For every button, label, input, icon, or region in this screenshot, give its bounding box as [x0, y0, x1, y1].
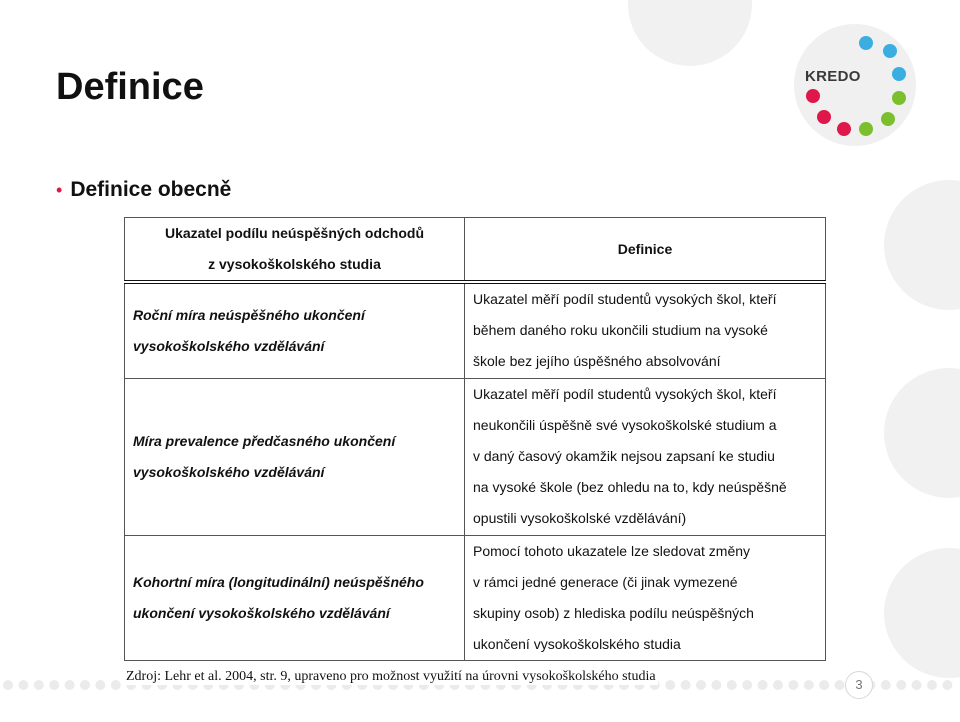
footer-dot — [788, 680, 798, 690]
definition-line: Ukazatel měří podíl studentů vysokých škol, kteří — [473, 385, 777, 402]
header-indicator-line-2: z vysokoškolského studia — [208, 256, 381, 272]
bullet-text: Definice obecně — [70, 178, 232, 201]
logo-dot-green-3 — [859, 122, 873, 136]
footer-dot — [835, 680, 845, 690]
name-line: vysokoškolského vzdělávání — [133, 337, 325, 354]
logo-dot-red-1 — [837, 122, 851, 136]
logo-dot-blue-2 — [883, 44, 897, 58]
footer-dot — [912, 680, 922, 690]
table-row — [125, 535, 826, 661]
slide-title: Definice — [56, 66, 204, 108]
footer-dot — [942, 680, 952, 690]
footer-dot — [95, 680, 105, 690]
name-line: Kohortní míra (longitudinální) neúspěšného — [133, 574, 424, 591]
logo-dot-red-2 — [817, 110, 831, 124]
definition-line: Ukazatel měří podíl studentů vysokých škol, kteří — [473, 291, 777, 307]
footer-dot — [896, 680, 906, 690]
footer-dot — [681, 680, 691, 690]
logo-dot-blue-1 — [859, 36, 873, 50]
header-definition: Definice — [465, 218, 826, 283]
logo-dot-blue-3 — [892, 67, 906, 81]
name-line: Roční míra neúspěšného ukončení — [133, 306, 365, 323]
logo-dot-red-3 — [806, 89, 820, 103]
table-row — [125, 378, 826, 535]
definition-table — [124, 217, 826, 661]
footer-dot — [49, 680, 59, 690]
header-indicator-line-1: Ukazatel podílu neúspěšných odchodů — [164, 225, 425, 241]
logo-background — [794, 24, 916, 146]
background-circle-right-upper — [884, 180, 960, 310]
definition-line: během daného roku ukončili studium na vysoké — [473, 322, 768, 339]
source-note: Zdroj: Lehr et al. 2004, str. 9, upraveno pro možnost využití na úrovni vysokoškolského studia — [126, 669, 656, 684]
footer-dot — [773, 680, 783, 690]
footer-dot — [18, 680, 28, 690]
indicator-name — [125, 535, 465, 661]
footer-dot — [34, 680, 44, 690]
footer-dot — [742, 680, 752, 690]
footer-dot — [111, 680, 121, 690]
footer-dot — [696, 680, 706, 690]
table-header-row — [125, 218, 826, 283]
logo-dot-green-1 — [892, 91, 906, 105]
definition-line: na vysoké škole (bez ohledu na to, kdy neúspěšně — [473, 479, 787, 496]
indicator-definition — [465, 282, 826, 378]
footer-dot — [665, 680, 675, 690]
definition-line: neukončili úspěšně své vysokoškolské studium a — [473, 416, 777, 433]
indicator-definition — [465, 535, 826, 661]
background-circle-right-lower — [884, 548, 960, 678]
definition-line: ukončení vysokoškolského studia — [473, 636, 681, 653]
footer-dot — [758, 680, 768, 690]
definition-line: skupiny osob) z hlediska podílu neúspěšných — [473, 605, 754, 622]
definition-line: škole bez jejího úspěšného absolvování — [473, 353, 721, 370]
definition-line: opustili vysokoškolské vzdělávání) — [473, 510, 687, 527]
header-indicator — [125, 218, 465, 283]
footer-dot — [65, 680, 75, 690]
footer-dot — [727, 680, 737, 690]
indicator-definition — [465, 378, 826, 535]
footer-dot — [711, 680, 721, 690]
definition-line: Pomocí tohoto ukazatele lze sledovat změny — [473, 542, 751, 559]
name-line: ukončení vysokoškolského vzdělávání — [133, 605, 390, 622]
indicator-name — [125, 378, 465, 535]
indicator-name — [125, 282, 465, 378]
bullet-item — [56, 178, 231, 202]
bullet-dot-icon: • — [56, 180, 63, 200]
background-circle-top — [628, 0, 752, 66]
logo-text: KREDO — [805, 68, 861, 85]
name-line: vysokoškolského vzdělávání — [133, 463, 325, 480]
kredo-logo — [788, 22, 918, 152]
logo-dot-green-2 — [881, 112, 895, 126]
page-number: 3 — [845, 671, 873, 699]
footer-dot — [819, 680, 829, 690]
footer-dot — [3, 680, 13, 690]
footer-dot — [80, 680, 90, 690]
footer-dot — [881, 680, 891, 690]
definition-line: v rámci jedné generace (či jinak vymezené — [473, 573, 738, 590]
footer-dot — [927, 680, 937, 690]
name-line: Míra prevalence předčasného ukončení — [133, 432, 396, 449]
table-row — [125, 282, 826, 378]
definition-line: v daný časový okamžik nejsou zapsaní ke studiu — [473, 448, 775, 465]
background-circle-right-middle — [884, 368, 960, 498]
footer-dot — [804, 680, 814, 690]
